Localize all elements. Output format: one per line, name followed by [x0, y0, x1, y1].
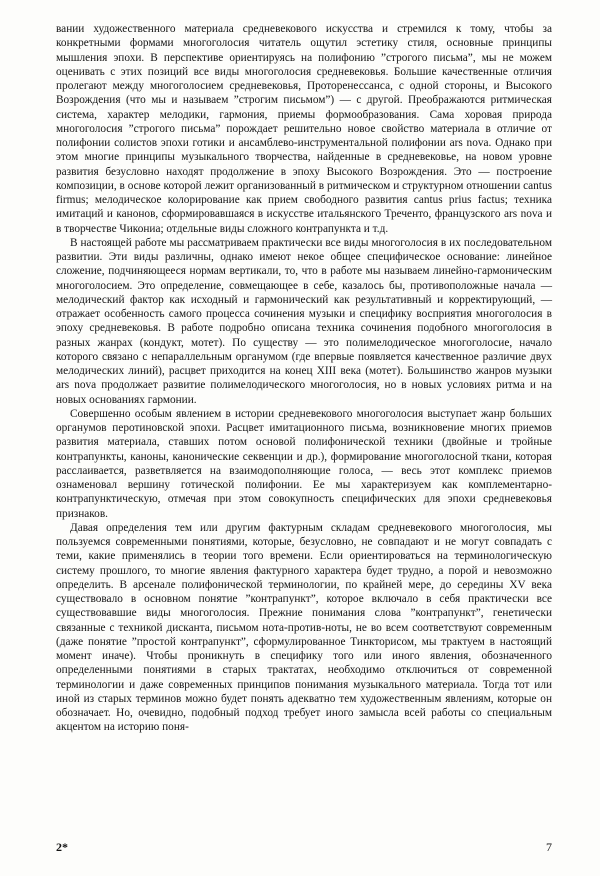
- paragraph: В настоящей работе мы рассматриваем практически все виды многоголосия в их последовательном развитии. Эти виды различны, однако имеют некое общее специфическое основание: линейное сложение, подчиняющееся нормам вертикали, то, что в работе мы называем линейно-гармоническим многоголосием. Это определение, совмещающее в себе, казалось бы, противоположные начала — мелодический фактор как исходный и гармонический как результативный и корректирующий, — отражает особенность самого процесса сочинения музыки и специфику восприятия многоголосия в эпоху средневековья. В работе подробно описана техника сочинения подобного многоголосия в разных жанрах (кондукт, мотет). По существу — это полимелодическое многоголосие, начало которого связано с непараллельным органумом (где впервые появляется качественное различие двух мелодических линий), расцвет приходится на конец XIII века (мотет). Большинство жанров музыки ars nova продолжает развитие полимелодического многоголосия, но в новых условиях ритма и на новых основаниях гармонии.: [56, 236, 552, 406]
- paragraph: Давая определения тем или другим фактурным складам средневекового многоголосия, мы пользуемся современными понятиями, которые, безусловно, не совпадают и не могут совпадать с теми, какие применялись в теории того времени. Если ориентироваться на терминологическую систему прошлого, то многие явления фактурного характера будет трудно, а порой и невозможно определить. В арсенале полифонической терминологии, по крайней мере, до середины XV века существовало в основном понятие ”контрапункт”, которое включало в себя практически все существовавшие виды многоголосия. Прежние понимания слова ”контрапункт”, генетически связанные с техникой дисканта, письмом нота-против-ноты, не во всем соответствуют современным (даже понятие ”простой контрапункт”, сформулированное Тинкторисом, мы трактуем в настоящий момент иначе). Чтобы проникнуть в специфику того или иного явления, обозначенного определенными понятиями в старых трактатах, необходимо отключиться от современной терминологии и даже современных принципов понимания музыкального материала. Тогда тот или иной из старых терминов можно будет понять адекватно тем художественным явлениям, которые он обозначает. Но, очевидно, подобный подход требует иного замысла всей работы со специальным акцентом на историю поня-: [56, 521, 552, 734]
- page-number: 7: [546, 840, 552, 854]
- paragraph: вании художественного материала средневекового искусства и стремился к тому, чтобы за конкретными формами многоголосия читатель ощутил эстетику стиля, основные принципы мышления эпохи. В перспективе ориентируясь на полифонию ”строгого письма”, мы не можем оценивать с этих позиций все виды многоголосия средневековья. Большие качественные отличия пролегают между многоголосием средневековья, Проторенессанса, с одной стороны, и Высокого Возрождения (что мы и называем ”строгим письмом”) — с другой. Преображаются ритмическая система, характер мелодики, гармония, приемы формообразования. Сама хоровая природа многоголосия ”строгого письма” порождает решительно новое свойство материала в отличие от полифонии солистов эпохи готики и ансамблево-инструментальной полифонии ars nova. Однако при этом многие принципы музыкального творчества, найденные в средневековье, на новом уровне развития безусловно находят продолжение в эпоху Высокого Возрождения. Это — построение композиции, в основе которой лежит организованный в ритмическом и структурном отношении cantus firmus; мелодическое колорирование как прием свободного развития cantus prius factus; техника имитаций и канонов, сформировавшаяся в искусстве итальянского Треченто, французского ars nova и в творчестве Чикониа; отдельные виды сложного контрапункта и т.д.: [56, 23, 552, 235]
- signature-mark: 2*: [56, 840, 68, 854]
- body-text: [56, 22, 552, 735]
- paragraph: Совершенно особым явлением в истории средневекового многоголосия выступает жанр больших органумов перотиновской эпохи. Расцвет имитационного письма, возникновение многих приемов развития материала, ставших потом основой полифонической техники (двойные и тройные контрапункты, каноны, канонические секвенции и др.), формирование многоголосной ткани, которая расслаивается, разветвляется на взаимодополняющие голоса, — весь этот комплекс приемов ознаменовал вершину готической полифонии. Ее мы характеризуем как комплементарно-контрапунктическую, отмечая при этом совокупность специфических для эпохи средневековья признаков.: [56, 407, 552, 520]
- page-footer: [56, 840, 552, 856]
